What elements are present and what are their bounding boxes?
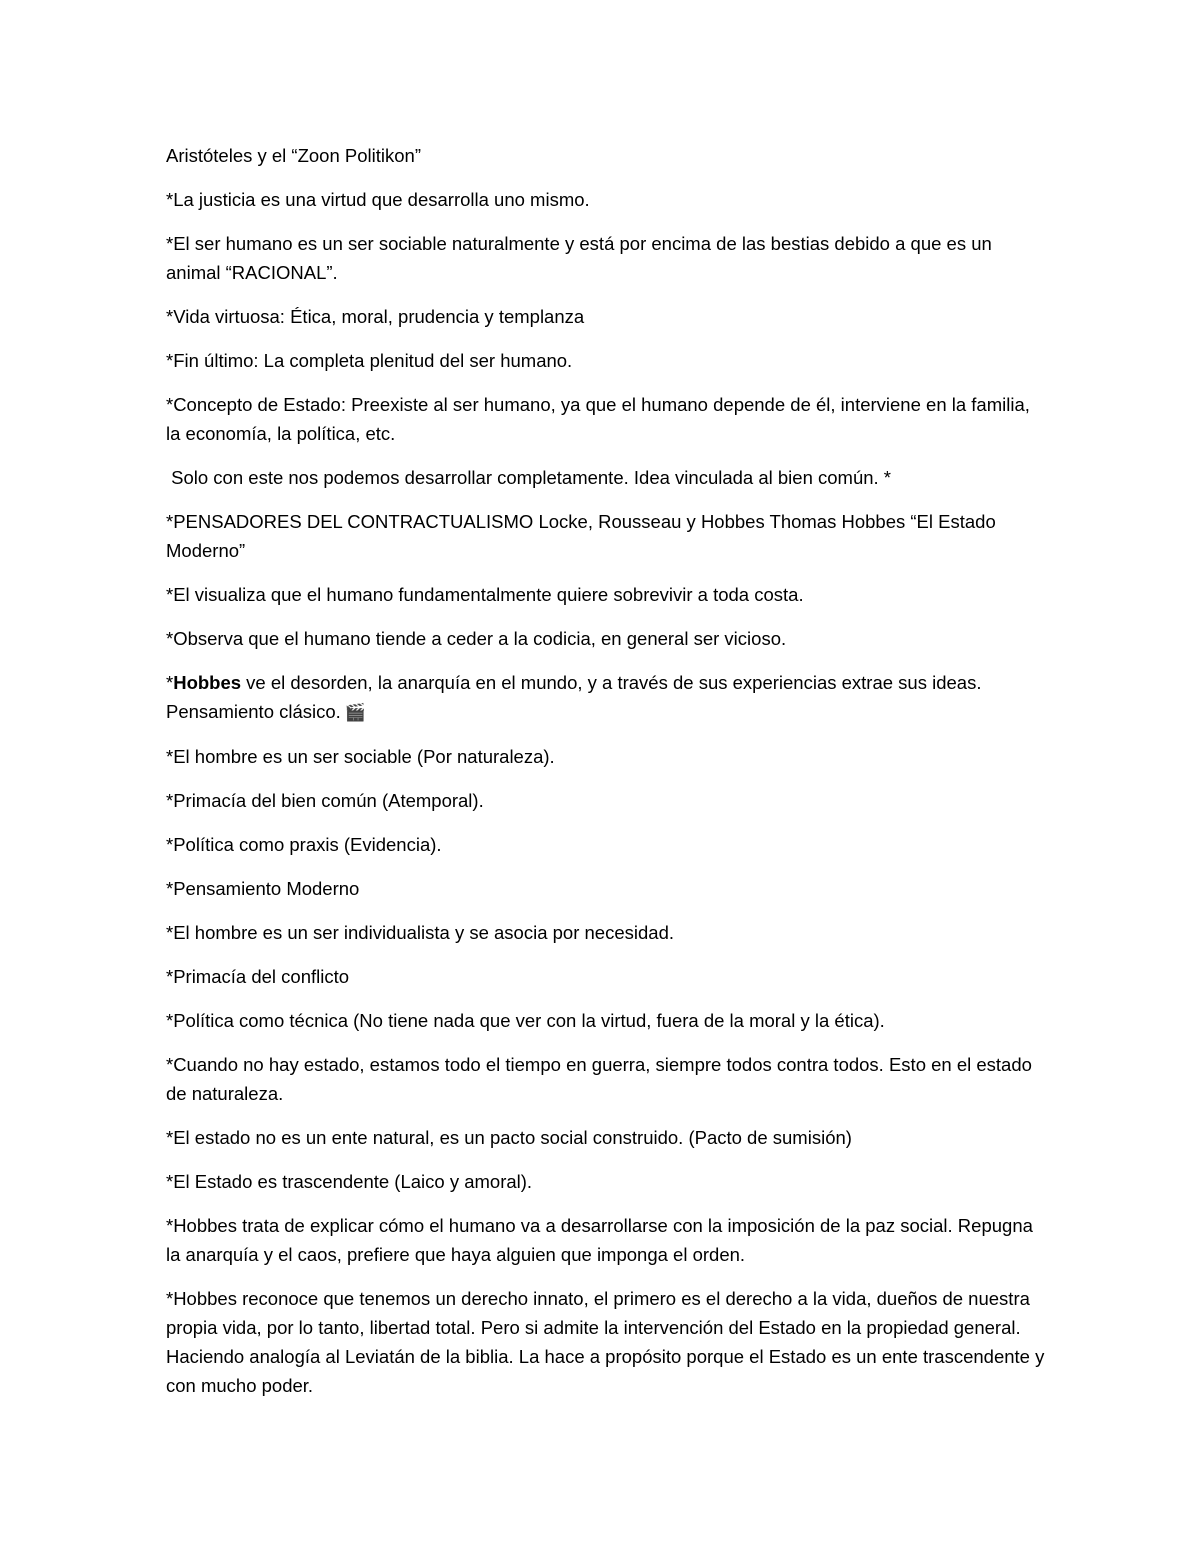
paragraph: *Hobbes reconoce que tenemos un derecho innato, el primero es el derecho a la vida, dueños de nuestra propia vida, por lo tanto, libertad total. Pero si admite la intervención del Estado en la propiedad general. Haciendo analogía al Leviatán de la biblia. La hace a propósito porque el Estado es un ente trascendente y con mucho poder. <box>166 1288 1045 1396</box>
paragraph: *Hobbes trata de explicar cómo el humano va a desarrollarse con la imposición de la paz social. Repugna la anarquía y el caos, prefiere que haya alguien que imponga el orden. <box>166 1215 1033 1265</box>
paragraph: Solo con este nos podemos desarrollar completamente. Idea vinculada al bien común. * <box>166 467 892 488</box>
paragraph: *Pensamiento Moderno <box>166 878 360 899</box>
paragraph: *Política como praxis (Evidencia). <box>166 834 442 855</box>
bullet-marker: * <box>166 672 174 693</box>
paragraph: *El hombre es un ser sociable (Por naturaleza). <box>166 746 555 767</box>
paragraph: *El estado no es un ente natural, es un pacto social construido. (Pacto de sumisión) <box>166 1127 852 1148</box>
document-body <box>166 141 1046 1415</box>
paragraph: *Primacía del bien común (Atemporal). <box>166 790 484 811</box>
paragraph: *Concepto de Estado: Preexiste al ser humano, ya que el humano depende de él, interviene en la familia, la economía, la política, etc. <box>166 394 1030 444</box>
clapperboard-icon: 🎬 <box>344 703 366 722</box>
paragraph: *La justicia es una virtud que desarrolla uno mismo. <box>166 189 590 210</box>
paragraph: *PENSADORES DEL CONTRACTUALISMO Locke, Rousseau y Hobbes Thomas Hobbes “El Estado Moderno” <box>166 511 996 561</box>
bold-term: Hobbes <box>173 672 242 693</box>
paragraph: *Observa que el humano tiende a ceder a la codicia, en general ser vicioso. <box>166 628 787 649</box>
paragraph: *Cuando no hay estado, estamos todo el tiempo en guerra, siempre todos contra todos. Esto en el estado de naturaleza. <box>166 1054 1032 1104</box>
paragraph: *El hombre es un ser individualista y se asocia por necesidad. <box>166 922 675 943</box>
paragraph: *Fin último: La completa plenitud del ser humano. <box>166 350 573 371</box>
paragraph: *El Estado es trascendente (Laico y amoral). <box>166 1171 533 1192</box>
paragraph: *El visualiza que el humano fundamentalmente quiere sobrevivir a toda costa. <box>166 584 804 605</box>
document-title: Aristóteles y el “Zoon Politikon” <box>166 145 421 166</box>
paragraph: *Política como técnica (No tiene nada que ver con la virtud, fuera de la moral y la ética). <box>166 1010 885 1031</box>
paragraph-text: ve el desorden, la anarquía en el mundo, y a través de sus experiencias extrae sus ideas. Pensamiento clásico. <box>166 672 982 722</box>
paragraph: *Vida virtuosa: Ética, moral, prudencia y templanza <box>166 306 585 327</box>
paragraph-hobbes <box>166 668 1046 727</box>
paragraph: *El ser humano es un ser sociable naturalmente y está por encima de las bestias debido a que es un animal “RACIONAL”. <box>166 233 992 283</box>
paragraph: *Primacía del conflicto <box>166 966 350 987</box>
